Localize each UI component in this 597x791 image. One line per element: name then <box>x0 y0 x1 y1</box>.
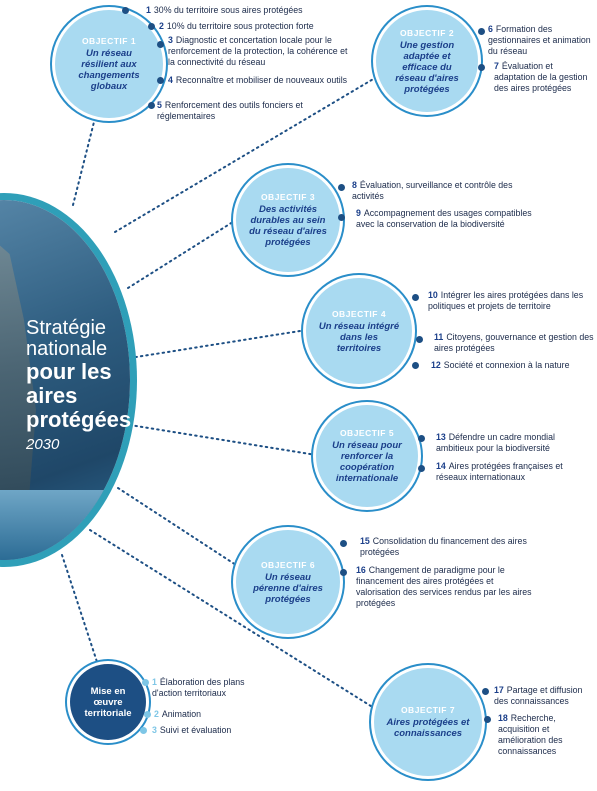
objective-6-circle <box>236 530 340 634</box>
objective-4-item-10: 10 Intégrer les aires protégées dans les politiques et projets de territoire <box>428 290 584 311</box>
objective-4-item-12: 12 Société et connexion à la nature <box>431 360 570 370</box>
item-dot <box>340 540 347 547</box>
objective-2-circle <box>376 10 478 112</box>
connector-obj5 <box>130 425 316 455</box>
territorial-item-2: 2 Animation <box>154 709 202 719</box>
title-line-1: Stratégie <box>26 317 107 339</box>
item-dot <box>418 465 425 472</box>
title-line-3: pour les <box>26 359 112 384</box>
territorial-item-3: 3 Suivi et évaluation <box>152 725 232 735</box>
objective-5-item-13: 13 Défendre un cadre mondial ambitieux pour la biodiversité <box>436 432 555 453</box>
objective-3-item-8: 8 Évaluation, surveillance et contrôle des activités <box>352 180 513 201</box>
item-dot <box>478 64 485 71</box>
objective-1-item-2: 2 10% du territoire sous protection forte <box>159 21 314 31</box>
objective-6-item-15: 15 Consolidation du financement des aires protégées <box>360 536 527 557</box>
connector-territorial <box>62 555 98 665</box>
objective-1-title: Un réseau résilient aux changements globaux <box>78 48 140 92</box>
item-dot <box>338 214 345 221</box>
objective-2-item-6: 6 Formation des gestionnaires et animation du réseau <box>488 24 591 56</box>
connector-obj1 <box>73 118 95 205</box>
objective-1-item-5: 5 Renforcement des outils fonciers et réglementaires <box>157 100 303 121</box>
title-line-4: aires <box>26 383 78 408</box>
item-dot <box>412 362 419 369</box>
sea-photo <box>0 490 130 560</box>
connector-obj3 <box>128 220 236 288</box>
item-dot <box>157 41 164 48</box>
item-dot <box>148 102 155 109</box>
objective-7-header: OBJECTIF 7 <box>400 705 456 715</box>
item-dot <box>122 7 129 14</box>
item-dot <box>142 679 149 686</box>
objective-5-item-14: 14 Aires protégées françaises et réseaux internationaux <box>436 461 563 482</box>
objective-7-item-18: 18 Recherche, acquisition et amélioration des connaissances <box>498 713 563 756</box>
title-line-5: protégées <box>26 407 132 432</box>
connector-obj6 <box>118 488 236 565</box>
objective-2-title: Une gestion adaptée et efficace du réseau d'aires protégées <box>395 39 459 95</box>
objective-4-header: OBJECTIF 4 <box>331 308 387 319</box>
item-dot <box>148 23 155 30</box>
objective-3-circle <box>236 168 340 272</box>
objective-1-item-1: 1 30% du territoire sous aires protégées <box>146 5 303 15</box>
objective-5-title: Un réseau pour renforcer la coopération internationale <box>332 440 402 484</box>
objective-6-title: Un réseau pérenne d'aires protégées <box>253 571 323 605</box>
objective-5-circle <box>316 405 418 507</box>
objective-2-header: OBJECTIF 2 <box>399 27 455 38</box>
objective-4-title: Un réseau intégré dans les territoires <box>318 320 400 354</box>
item-dot <box>484 716 491 723</box>
item-dot <box>416 336 423 343</box>
item-dot <box>412 294 419 301</box>
objective-3-header: OBJECTIF 3 <box>260 192 316 202</box>
objective-7-item-17: 17 Partage et diffusion des connaissances <box>494 685 583 706</box>
item-dot <box>144 711 151 718</box>
item-dot <box>140 727 147 734</box>
objective-5-header: OBJECTIF 5 <box>339 428 395 438</box>
objective-7-circle <box>374 668 482 776</box>
item-dot <box>340 569 347 576</box>
connector-obj4 <box>130 330 306 358</box>
territorial-circle <box>70 664 146 740</box>
objective-1-item-3: 3 Diagnostic et concertation locale pour le renforcement de la protection, la cohérence et la connectivité du réseau <box>168 35 348 67</box>
objective-1-item-4: 4 Reconnaître et mobiliser de nouveaux outils <box>168 75 348 85</box>
item-dot <box>418 435 425 442</box>
strategy-title <box>26 318 131 455</box>
title-line-2: nationale <box>26 338 108 360</box>
objective-6-item-16: 16 Changement de paradigme pour le financement des aires protégées et valorisation des services rendus par les aires protégées <box>356 565 532 608</box>
objective-3-item-9: 9 Accompagnement des usages compatibles avec la conservation de la biodiversité <box>356 208 532 229</box>
objective-2-item-7: 7 Évaluation et adaptation de la gestion des aires protégées <box>494 61 588 93</box>
title-year: 2030 <box>26 436 60 453</box>
objective-7-title: Aires protégées et connaissances <box>386 717 470 739</box>
objective-1-circle <box>55 10 163 118</box>
item-dot <box>478 28 485 35</box>
item-dot <box>157 77 164 84</box>
objective-3-title: Des activités durables au sein du réseau d'aires protégées <box>249 204 327 248</box>
territorial-title: Mise en œuvre territoriale <box>84 685 132 719</box>
item-dot <box>338 184 345 191</box>
objective-1-header: OBJECTIF 1 <box>81 36 137 46</box>
objective-4-circle <box>306 278 412 384</box>
objective-4-item-11: 11 Citoyens, gouvernance et gestion des aires protégées <box>434 332 594 353</box>
objective-6-header: OBJECTIF 6 <box>260 559 316 570</box>
territorial-item-1: 1 Élaboration des plans d'action territoriaux <box>152 677 245 698</box>
item-dot <box>482 688 489 695</box>
